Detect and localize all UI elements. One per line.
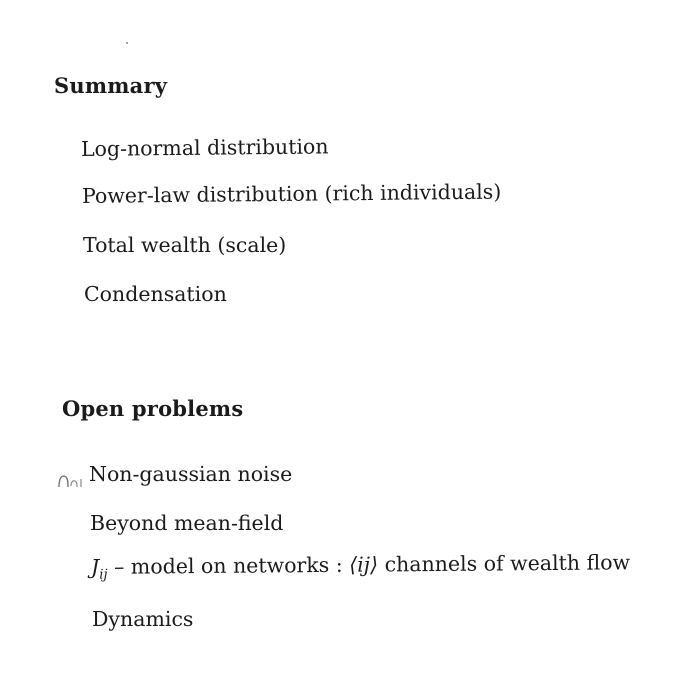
ij-bracket: ⟨ij⟩ bbox=[349, 552, 379, 577]
open-problems-heading: Open problems bbox=[62, 396, 244, 421]
summary-item-power-law: Power-law distribution (rich individuals) bbox=[81, 179, 502, 208]
open-problem-beyond-mean-field: Beyond mean-field bbox=[90, 511, 284, 535]
jij-subscript: ij bbox=[99, 567, 108, 583]
summary-item-total-wealth: Total wealth (scale) bbox=[83, 233, 287, 257]
handwritten-mark-icon bbox=[56, 468, 86, 490]
jij-end-text: channels of wealth flow bbox=[378, 550, 631, 577]
summary-item-condensation: Condensation bbox=[84, 282, 227, 306]
scan-speck bbox=[126, 42, 128, 44]
open-problem-jij-model bbox=[91, 550, 630, 582]
summary-item-log-normal: Log-normal distribution bbox=[80, 134, 329, 161]
jij-symbol: J bbox=[90, 554, 100, 579]
jij-middle-text: – model on networks : bbox=[107, 552, 350, 579]
open-problem-non-gaussian-noise: Non-gaussian noise bbox=[89, 462, 293, 486]
open-problem-dynamics: Dynamics bbox=[92, 607, 194, 631]
summary-heading: Summary bbox=[54, 73, 168, 98]
